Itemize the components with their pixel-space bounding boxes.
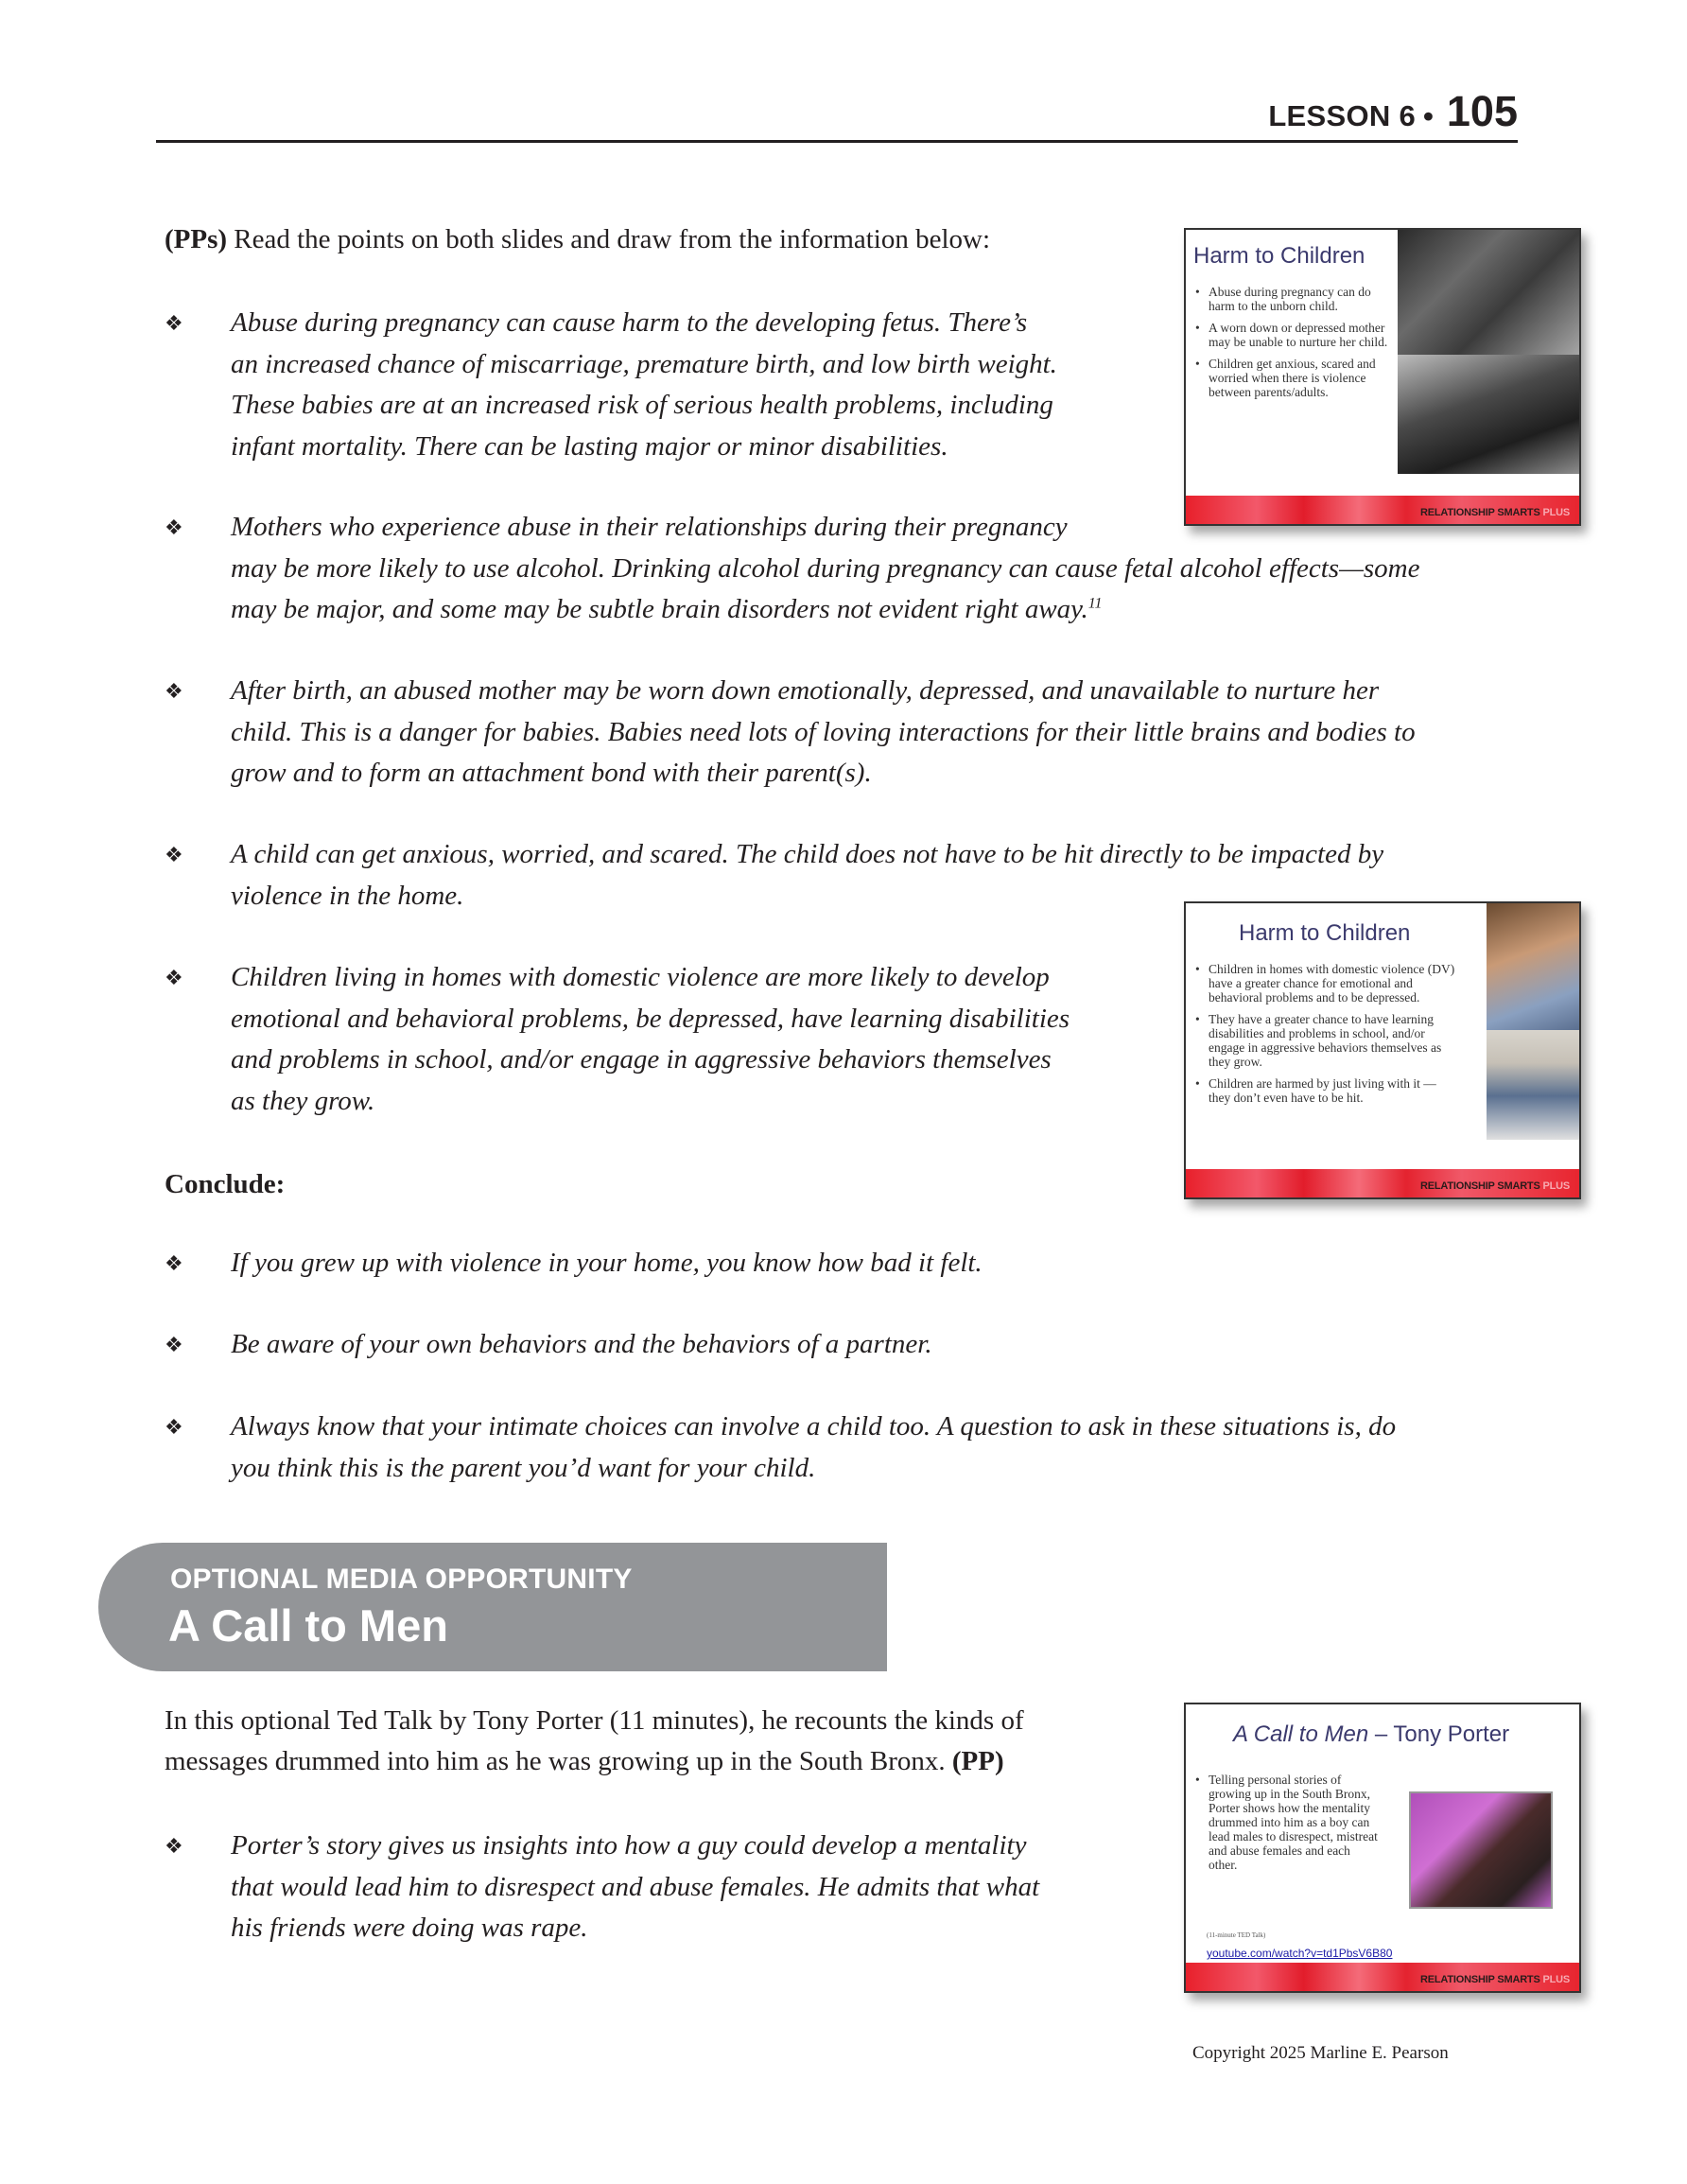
bullet-line: Abuse during pregnancy can cause harm to the developing fetus. There’s <box>231 307 1028 338</box>
diamond-cluster-icon: ❖ <box>165 966 183 989</box>
diamond-cluster-icon: ❖ <box>165 1333 183 1356</box>
conclude-bullet <box>165 1243 1526 1284</box>
lesson-label: LESSON 6 <box>1268 99 1417 132</box>
bullet-line: Mothers who experience abuse in their relationships during their pregnancy <box>231 512 1068 542</box>
brand-name: RELATIONSHIP SMARTS <box>1420 507 1540 518</box>
slide-thumbnail-call-to-men <box>1184 1703 1581 1993</box>
photo-girl-covering-mouth <box>1398 355 1579 474</box>
youtube-link[interactable]: youtube.com/watch?v=td1PbsV6B80 <box>1207 1947 1393 1960</box>
bullet-line: Children living in homes with domestic violence are more likely to develop <box>231 962 1050 992</box>
slide-title-italic: A Call to Men <box>1233 1721 1369 1747</box>
slide-footer-banner <box>1186 496 1579 524</box>
brand-name: RELATIONSHIP SMARTS <box>1420 1180 1540 1192</box>
conclude-bullet <box>165 1406 1526 1489</box>
section-title: A Call to Men <box>168 1600 448 1651</box>
diamond-cluster-icon: ❖ <box>165 1834 183 1858</box>
slide-thumbnail-harm-2 <box>1184 901 1581 1199</box>
bullet-line: that would lead him to disrespect and abuse females. He admits that what <box>231 1871 1040 1902</box>
bullet-line: infant mortality. There can be lasting major or minor disabilities. <box>231 430 948 462</box>
media-bullet <box>165 1826 1205 1949</box>
bullet-item <box>165 671 1526 795</box>
bullet-line: child. This is a danger for babies. Babies need lots of loving interactions for their little brains and bodies to <box>231 716 1416 747</box>
photo-boy-sitting-against-wall <box>1487 1030 1579 1140</box>
diamond-cluster-icon: ❖ <box>165 1251 183 1275</box>
header-separator: • <box>1423 99 1434 132</box>
bullet-line: you think this is the parent you’d want for your child. <box>231 1452 816 1483</box>
page-header <box>156 87 1518 143</box>
slide-points <box>1191 962 1456 1112</box>
bullet-line: A child can get anxious, worried, and scared. The child does not have to be hit directly to be impacted by <box>231 839 1384 869</box>
slide-footer-banner <box>1186 1169 1579 1197</box>
page-number: 105 <box>1446 87 1518 135</box>
intro-paragraph <box>165 219 990 260</box>
slide-point: • Telling personal stories of growing up in the South Bronx, Porter shows how the mentality drummed into him as a boy can lead males to disrespect, mistreat and abuse females and each other. <box>1191 1773 1381 1872</box>
media-intro-text: messages drummed into him as he was growing up in the South Bronx. <box>165 1746 952 1776</box>
bullet-line: These babies are at an increased risk of serious health problems, including <box>231 390 1053 420</box>
slide-title: Harm to Children <box>1239 920 1411 946</box>
brand-logo <box>1420 507 1570 518</box>
slide-point: • They have a greater chance to have learning disabilities and problems in school, and/or engage in aggressive behaviors themselves as they grow. <box>1191 1012 1456 1069</box>
bullet-line: After birth, an abused mother may be worn down emotionally, depressed, and unavailable to nurture her <box>231 675 1380 706</box>
diamond-cluster-icon: ❖ <box>165 843 183 866</box>
brand-plus: PLUS <box>1542 507 1570 518</box>
bullet-line: as they grow. <box>231 1085 375 1116</box>
pp-tag: (PP) <box>951 1746 1004 1776</box>
brand-name: RELATIONSHIP SMARTS <box>1420 1974 1540 1985</box>
slide-points <box>1191 285 1390 407</box>
footnote-ref[interactable]: 11 <box>1087 595 1103 612</box>
bullet-line: Porter’s story gives us insights into how a guy could develop a mentality <box>231 1830 1027 1861</box>
bullet-line: emotional and behavioral problems, be depressed, have learning disabilities <box>231 1003 1070 1034</box>
bullet-line: Always know that your intimate choices can involve a child too. A question to ask in these situations is, do <box>231 1411 1397 1441</box>
section-kicker: OPTIONAL MEDIA OPPORTUNITY <box>170 1564 633 1595</box>
diamond-cluster-icon: ❖ <box>165 311 183 335</box>
slide-title: Harm to Children <box>1193 243 1365 269</box>
slide-thumbnail-harm-1 <box>1184 228 1581 526</box>
conclude-bullet <box>165 1324 1526 1366</box>
slide-footer-banner <box>1186 1963 1579 1991</box>
bullet-line: violence in the home. <box>231 880 464 911</box>
copyright-notice: Copyright 2025 Marline E. Pearson <box>1192 2043 1449 2063</box>
bullet-item <box>165 957 1205 1122</box>
bullet-item <box>165 303 1205 467</box>
media-intro-line <box>165 1741 1186 1782</box>
photo-sad-girl <box>1487 903 1579 1030</box>
bullet-line-text: may be major, and some may be subtle brain disorders not evident right away. <box>231 594 1088 624</box>
media-intro-line: In this optional Ted Talk by Tony Porter (11 minutes), he recounts the kinds of <box>165 1705 1024 1736</box>
slide-point: • Children are harmed by just living with it —they don’t even have to be hit. <box>1191 1076 1456 1105</box>
diamond-cluster-icon: ❖ <box>165 515 183 539</box>
slide-note: (11-minute TED Talk) <box>1207 1931 1266 1939</box>
slide-points <box>1191 1773 1381 1879</box>
brand-logo <box>1420 1180 1570 1192</box>
slide-title-speaker: – Tony Porter <box>1368 1721 1510 1747</box>
photo-tony-porter-speaking <box>1409 1791 1553 1909</box>
diamond-cluster-icon: ❖ <box>165 1415 183 1439</box>
conclude-heading: Conclude: <box>165 1169 286 1199</box>
bullet-line: may be more likely to use alcohol. Drinking alcohol during pregnancy can cause fetal alcohol effects—some <box>231 552 1420 584</box>
brand-plus: PLUS <box>1542 1974 1570 1985</box>
bullet-line: If you grew up with violence in your home, you know how bad it felt. <box>231 1248 983 1278</box>
slide-point: • Children get anxious, scared and worried when there is violence between parents/adults. <box>1191 357 1390 399</box>
slide-title <box>1233 1721 1509 1748</box>
slide-point: • Abuse during pregnancy can do harm to the unborn child. <box>1191 285 1390 313</box>
section-banner <box>98 1543 887 1671</box>
slide-point: • A worn down or depressed mother may be unable to nurture her child. <box>1191 321 1390 349</box>
intro-pps-tag: (PPs) <box>165 224 228 254</box>
bullet-line: grow and to form an attachment bond with their parent(s). <box>231 758 872 788</box>
brand-plus: PLUS <box>1542 1180 1570 1192</box>
bullet-line <box>231 589 1419 631</box>
slide-point: • Children in homes with domestic violence (DV) have a greater chance for emotional and behavioral problems and to be depressed. <box>1191 962 1456 1005</box>
intro-text: Read the points on both slides and draw from the information below: <box>227 224 991 254</box>
bullet-line: Be aware of your own behaviors and the behaviors of a partner. <box>231 1329 932 1359</box>
diamond-cluster-icon: ❖ <box>165 679 183 703</box>
bullet-line: and problems in school, and/or engage in aggressive behaviors themselves <box>231 1044 1052 1075</box>
media-intro-paragraph <box>165 1701 1186 1782</box>
bullet-line: an increased chance of miscarriage, premature birth, and low birth weight. <box>231 348 1057 379</box>
bullet-line: his friends were doing was rape. <box>231 1913 588 1943</box>
brand-logo <box>1420 1974 1570 1985</box>
photo-child-behind-bars <box>1398 230 1579 355</box>
